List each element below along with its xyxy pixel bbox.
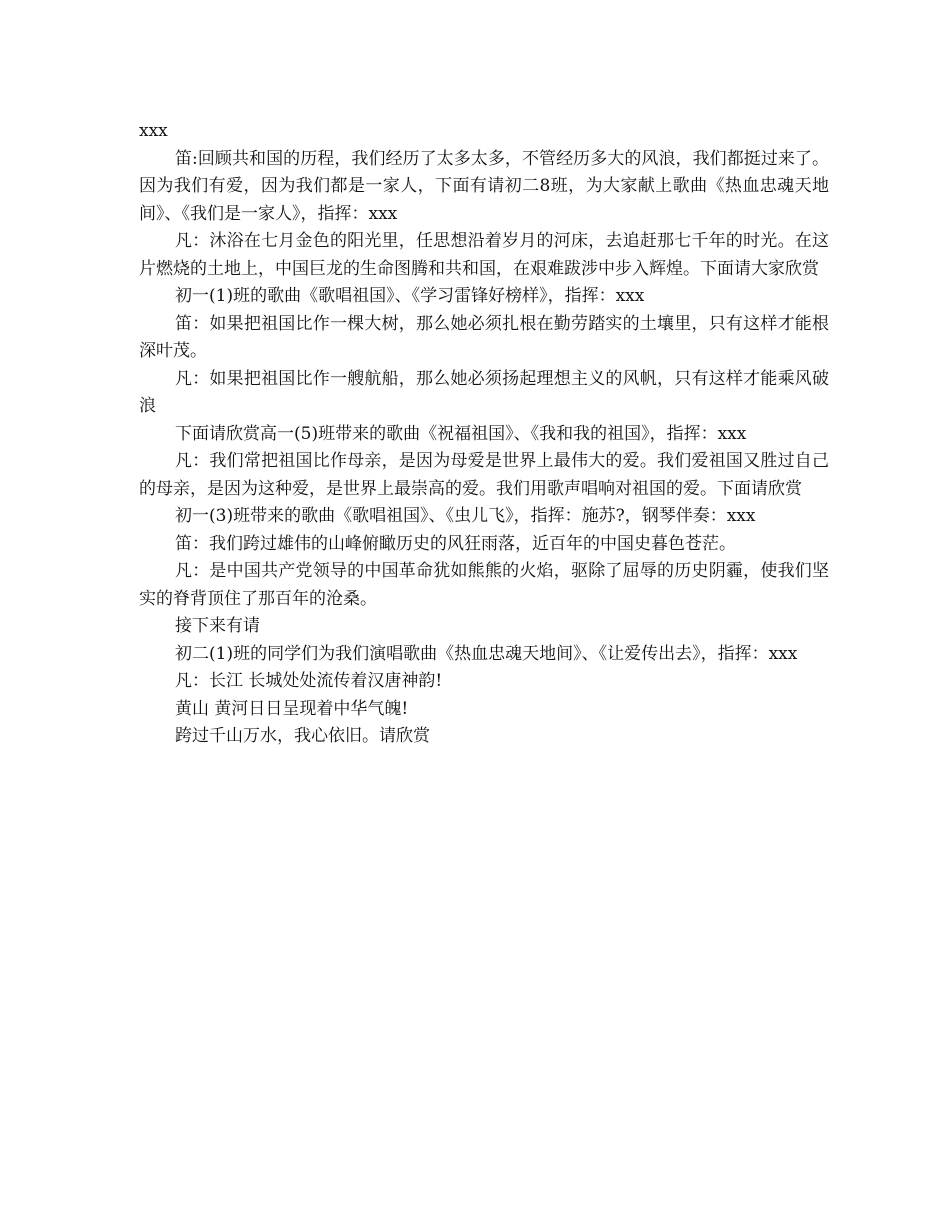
paragraph-fan-ship: 凡：如果把祖国比作一艘航船，那么她必须扬起理想主义的风帆，只有这样才能乘风破浪 [139,368,829,416]
paragraph-class-1-1-songs: 初一(1)班的歌曲《歌唱祖国》、《学习雷锋好榜样》，指挥：xxx [175,286,645,306]
paragraph-class-1-3-songs: 初一(3)班带来的歌曲《歌唱祖国》、《虫儿飞》，指挥：施苏?，钢琴伴奏：xxx [175,506,756,526]
paragraph-di-mountains: 笛：我们跨过雄伟的山峰俯瞰历史的风狂雨落，近百年的中国史暮色苍茫。 [175,533,736,554]
paragraph-senior-1-5-songs: 下面请欣赏高一(5)班带来的歌曲《祝福祖国》、《我和我的祖国》，指挥：xxx [175,423,747,444]
paragraph-fan-mother: 凡：我们常把祖国比作母亲，是因为母爱是世界上最伟大的爱。我们爱祖国又胜过自己的母亲，是因为这种爱，是世界上最崇高的爱。我们用歌声唱响对祖国的爱。下面请欣赏 [139,451,829,499]
paragraph-di-big-tree: 笛：如果把祖国比作一棵大树，那么她必须扎根在勤劳踏实的土壤里，只有这样才能根深叶茂。 [139,313,829,361]
document-body [139,118,829,751]
paragraph-crossing-mountains: 跨过千山万水，我心依旧。请欣赏 [175,726,430,746]
paragraph-fan-communist-party: 凡：是中国共产党领导的中国革命犹如熊熊的火焰，驱除了屈辱的历史阴霾，使我们坚实的脊背顶住了那百年的沧桑。 [139,561,829,609]
paragraph-fan-july-sunlight: 凡：沐浴在七月金色的阳光里，任思想沿着岁月的河床，去追赶那七千年的时光。在这片燃烧的土地上，中国巨龙的生命图腾和共和国，在艰难跋涉中步入辉煌。下面请大家欣赏 [139,231,829,279]
paragraph-fan-yangtze-great-wall: 凡：长江 长城处处流传着汉唐神韵! [175,671,443,691]
paragraph-next-invite: 接下来有请 [175,616,260,636]
paragraph-huangshan-yellow-river: 黄山 黄河日日呈现着中华气魄! [175,698,409,719]
paragraph-conductor-name: xxx [139,121,168,141]
paragraph-di-republic-history: 笛:回顾共和国的历程，我们经历了太多太多，不管经历多大的风浪，我们都挺过来了。因为我们有爱，因为我们都是一家人，下面有请初二8班，为大家献上歌曲《热血忠魂天地间》、《我们是一家人》，指挥：xxx [139,148,829,224]
paragraph-class-2-1-songs: 初二(1)班的同学们为我们演唱歌曲《热血忠魂天地间》、《让爱传出去》，指挥：xxx [175,643,798,664]
